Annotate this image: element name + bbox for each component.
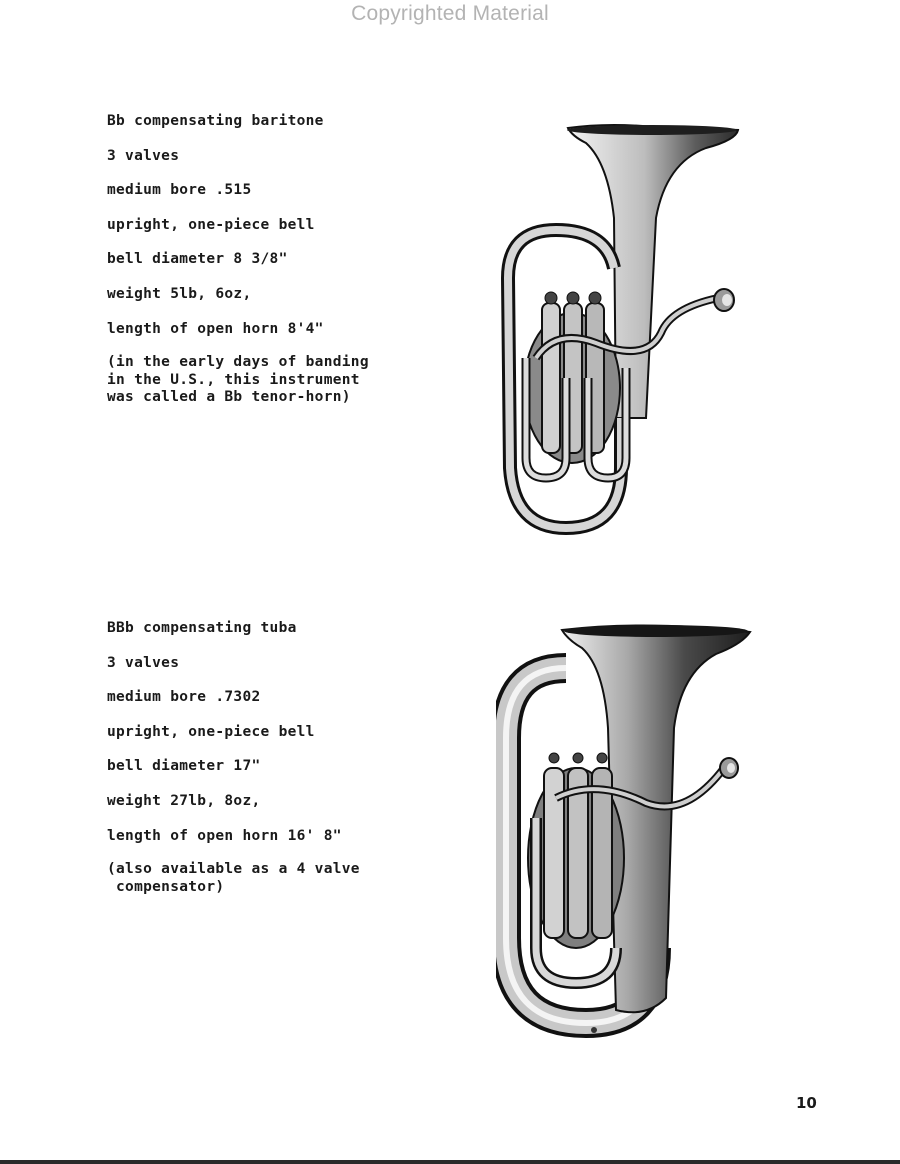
tuba-title: BBb compensating tuba	[107, 620, 297, 636]
baritone-bore: medium bore .515	[107, 182, 252, 199]
tuba-bore: medium bore .7302	[107, 689, 261, 706]
tuba-weight: weight 27lb, 8oz,	[107, 792, 261, 809]
tuba-spec-block	[107, 619, 447, 896]
baritone-length: length of open horn 8'4"	[107, 320, 324, 337]
baritone-note: (in the early days of banding in the U.S., this instrument was called a Bb tenor-horn)	[107, 354, 369, 406]
baritone-weight: weight 5lb, 6oz,	[107, 285, 252, 302]
copyright-watermark: Copyrighted Material	[351, 2, 549, 25]
page-bottom-rule	[0, 1160, 900, 1164]
baritone-illustration	[496, 118, 746, 538]
tuba-bell-type: upright, one-piece bell	[107, 723, 315, 740]
tuba-bell-diameter: bell diameter 17"	[107, 758, 261, 775]
tuba-valves: 3 valves	[107, 654, 180, 671]
baritone-valves: 3 valves	[107, 147, 180, 164]
baritone-title: Bb compensating baritone	[107, 113, 324, 129]
tuba-length: length of open horn 16' 8"	[107, 827, 342, 844]
tuba-note: (also available as a 4 valve compensator)	[107, 861, 360, 895]
tuba-illustration	[496, 618, 758, 1038]
baritone-bell-diameter: bell diameter 8 3/8"	[107, 251, 288, 268]
baritone-bell-type: upright, one-piece bell	[107, 216, 315, 233]
baritone-spec-block	[107, 112, 447, 407]
page-number: 10	[796, 1094, 817, 1112]
